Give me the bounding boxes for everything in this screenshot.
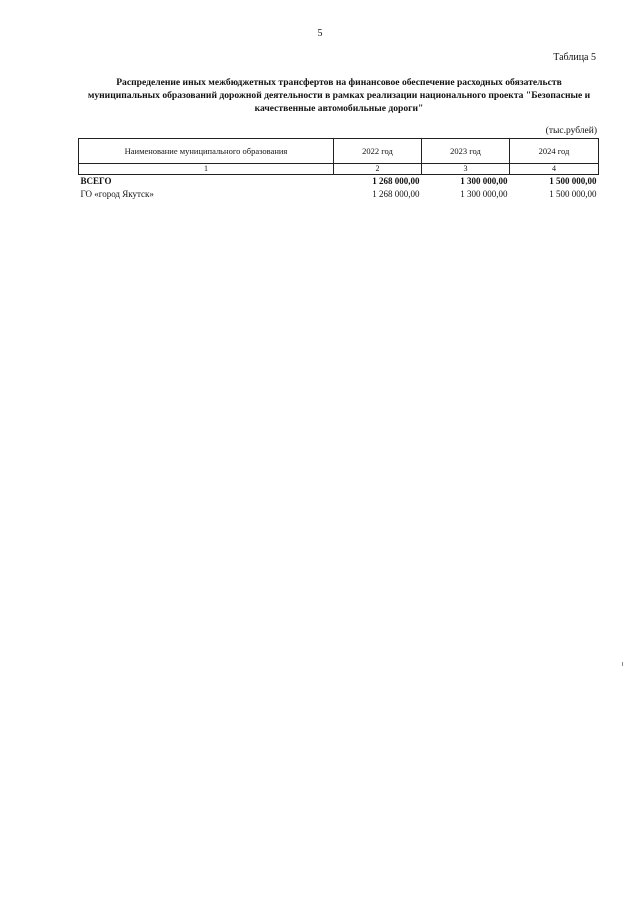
table-label: Таблица 5 [553,52,596,63]
units-label: (тыс.рублей) [545,126,597,136]
document-title [84,76,594,115]
value-2023: 1 300 000,00 [460,189,508,199]
value-2024: 1 500 000,00 [549,176,597,186]
value-2022: 1 268 000,00 [372,176,420,186]
table-header-row [79,139,599,164]
title-line-2: муниципальных образований дорожной деятельности в рамках реализации национального проекта "Безопасные и [87,90,591,101]
scan-mark [622,662,623,666]
table-row-yakutsk [79,188,599,201]
title-line-1: Распределение иных межбюджетных трансфертов на финансовое обеспечение расходных обязательств [116,77,562,88]
column-number: 1 [79,164,334,175]
column-number: 3 [422,164,510,175]
header-2023: 2023 год [422,139,510,164]
title-line-3: качественные автомобильные дороги" [254,103,424,114]
row-name: ВСЕГО [80,176,112,186]
page-number: 5 [317,28,323,39]
header-2024: 2024 год [510,139,599,164]
value-2022: 1 268 000,00 [372,189,420,199]
header-2022: 2022 год [334,139,422,164]
column-number: 2 [334,164,422,175]
row-name: ГО «город Якутск» [80,189,154,199]
column-number: 4 [510,164,599,175]
header-municipality: Наименование муниципального образования [79,139,334,164]
value-2023: 1 300 000,00 [460,176,508,186]
transfers-table [78,138,599,201]
table-row-total [79,175,599,189]
value-2024: 1 500 000,00 [549,189,597,199]
column-number-row [79,164,599,175]
